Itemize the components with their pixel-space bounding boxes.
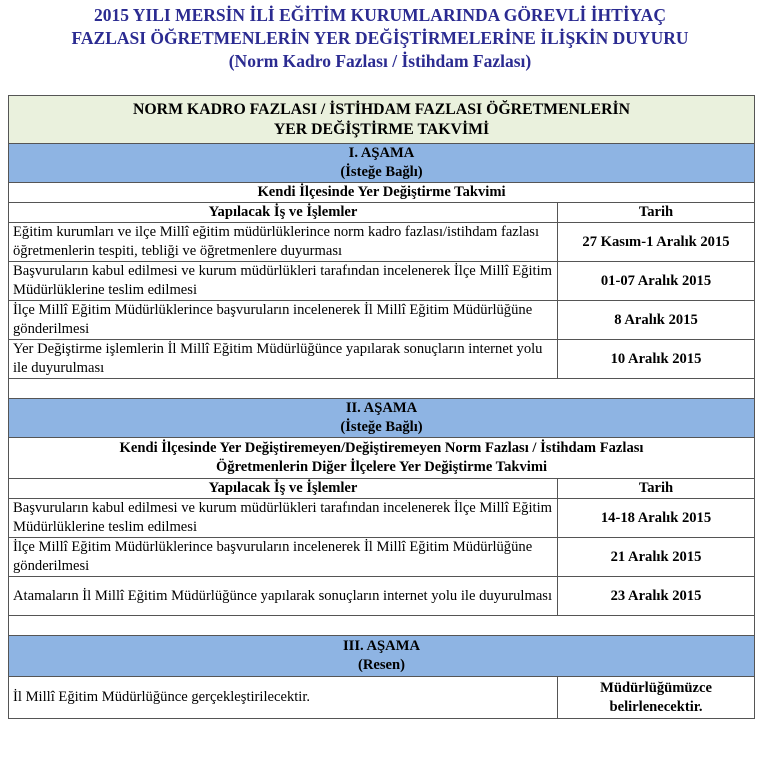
task-cell: Eğitim kurumları ve ilçe Millî eğitim müdürlüklerince norm kadro fazlası/istihdam fazlası öğretmenlerin tespiti, tebliği ve öğretmenlere duyurması: [9, 223, 558, 262]
stage-2-header-row: [9, 399, 755, 438]
schedule-table: [8, 95, 755, 719]
stage-2-name: II. AŞAMA: [345, 400, 418, 416]
task-cell: İlçe Millî Eğitim Müdürlüklerince başvuruların incelenerek İl Millî Eğitim Müdürlüğüne gönderilmesi: [9, 538, 558, 577]
stage-1-header-row: [9, 144, 755, 183]
date-line-1: Müdürlüğümüzce: [600, 679, 712, 696]
announcement-heading: [0, 4, 760, 73]
task-cell: İl Millî Eğitim Müdürlüğünce gerçekleştirilecektir.: [9, 677, 558, 719]
table-title-row: [9, 96, 755, 144]
heading-line-3: (Norm Kadro Fazlası / İstihdam Fazlası): [228, 51, 532, 71]
column-header-date: Tarih: [558, 203, 755, 223]
date-cell: 14-18 Aralık 2015: [558, 499, 755, 538]
date-cell: 27 Kasım-1 Aralık 2015: [558, 223, 755, 262]
column-header-task: Yapılacak İş ve İşlemler: [9, 203, 558, 223]
heading-line-1: 2015 YILI MERSİN İLİ EĞİTİM KURUMLARINDA GÖREVLİ İHTİYAÇ: [94, 5, 666, 25]
date-cell: 10 Aralık 2015: [558, 340, 755, 379]
date-cell: 21 Aralık 2015: [558, 538, 755, 577]
date-line-2: belirlenecektir.: [609, 698, 703, 715]
table-row: [9, 577, 755, 616]
stage-1-name: I. AŞAMA: [348, 145, 415, 161]
task-cell: Başvuruların kabul edilmesi ve kurum müdürlükleri tarafından incelenerek İlçe Millî Eğitim Müdürlüklerine teslim edilmesi: [9, 262, 558, 301]
task-cell: Yer Değiştirme işlemlerin İl Millî Eğitim Müdürlüğünce yapılarak sonuçların internet yolu ile duyurulması: [9, 340, 558, 379]
task-cell: İlçe Millî Eğitim Müdürlüklerince başvuruların incelenerek İl Millî Eğitim Müdürlüğüne gönderilmesi: [9, 301, 558, 340]
date-cell: 23 Aralık 2015: [558, 577, 755, 616]
spacer-cell: [9, 379, 755, 399]
column-header-date: Tarih: [558, 479, 755, 499]
table-row: [9, 223, 755, 262]
stage-3-header: [9, 636, 755, 677]
date-cell: [558, 677, 755, 719]
table-title: [9, 96, 755, 144]
column-header-task: Yapılacak İş ve İşlemler: [9, 479, 558, 499]
task-cell: Atamaların İl Millî Eğitim Müdürlüğünce yapılarak sonuçların internet yolu ile duyurulması: [9, 577, 558, 616]
table-row: [9, 677, 755, 719]
stage-1-subtitle-row: [9, 183, 755, 203]
stage-2-subtitle-line-2: Öğretmenlerin Diğer İlçelere Yer Değiştirme Takvimi: [215, 459, 548, 475]
spacer-row: [9, 379, 755, 399]
date-cell: 8 Aralık 2015: [558, 301, 755, 340]
table-row: [9, 301, 755, 340]
spacer-cell: [9, 616, 755, 636]
stage-3-name: III. AŞAMA: [342, 638, 421, 654]
stage-1-column-header-row: [9, 203, 755, 223]
stage-2-subtitle-row: [9, 438, 755, 479]
table-row: [9, 538, 755, 577]
date-cell: 01-07 Aralık 2015: [558, 262, 755, 301]
stage-3-note: (Resen): [358, 657, 406, 673]
stage-2-subtitle-line-1: Kendi İlçesinde Yer Değiştiremeyen/Değiştiremeyen Norm Fazlası / İstihdam Fazlası: [119, 440, 644, 456]
table-row: [9, 262, 755, 301]
table-title-line-2: YER DEĞİŞTİRME TAKVİMİ: [273, 120, 490, 138]
table-row: [9, 340, 755, 379]
stage-1-subtitle: Kendi İlçesinde Yer Değiştirme Takvimi: [9, 183, 755, 203]
stage-2-header: [9, 399, 755, 438]
stage-2-column-header-row: [9, 479, 755, 499]
stage-1-note: (İsteğe Bağlı): [340, 164, 423, 180]
table-row: [9, 499, 755, 538]
stage-2-note: (İsteğe Bağlı): [340, 419, 423, 435]
stage-2-subtitle: [9, 438, 755, 479]
task-cell: Başvuruların kabul edilmesi ve kurum müdürlükleri tarafından incelenerek İlçe Millî Eğitim Müdürlüklerine teslim edilmesi: [9, 499, 558, 538]
table-title-line-1: NORM KADRO FAZLASI / İSTİHDAM FAZLASI ÖĞRETMENLERİN: [132, 100, 631, 118]
stage-1-header: [9, 144, 755, 183]
stage-3-header-row: [9, 636, 755, 677]
heading-line-2: FAZLASI ÖĞRETMENLERİN YER DEĞİŞTİRMELERİNE İLİŞKİN DUYURU: [71, 28, 689, 48]
spacer-row: [9, 616, 755, 636]
